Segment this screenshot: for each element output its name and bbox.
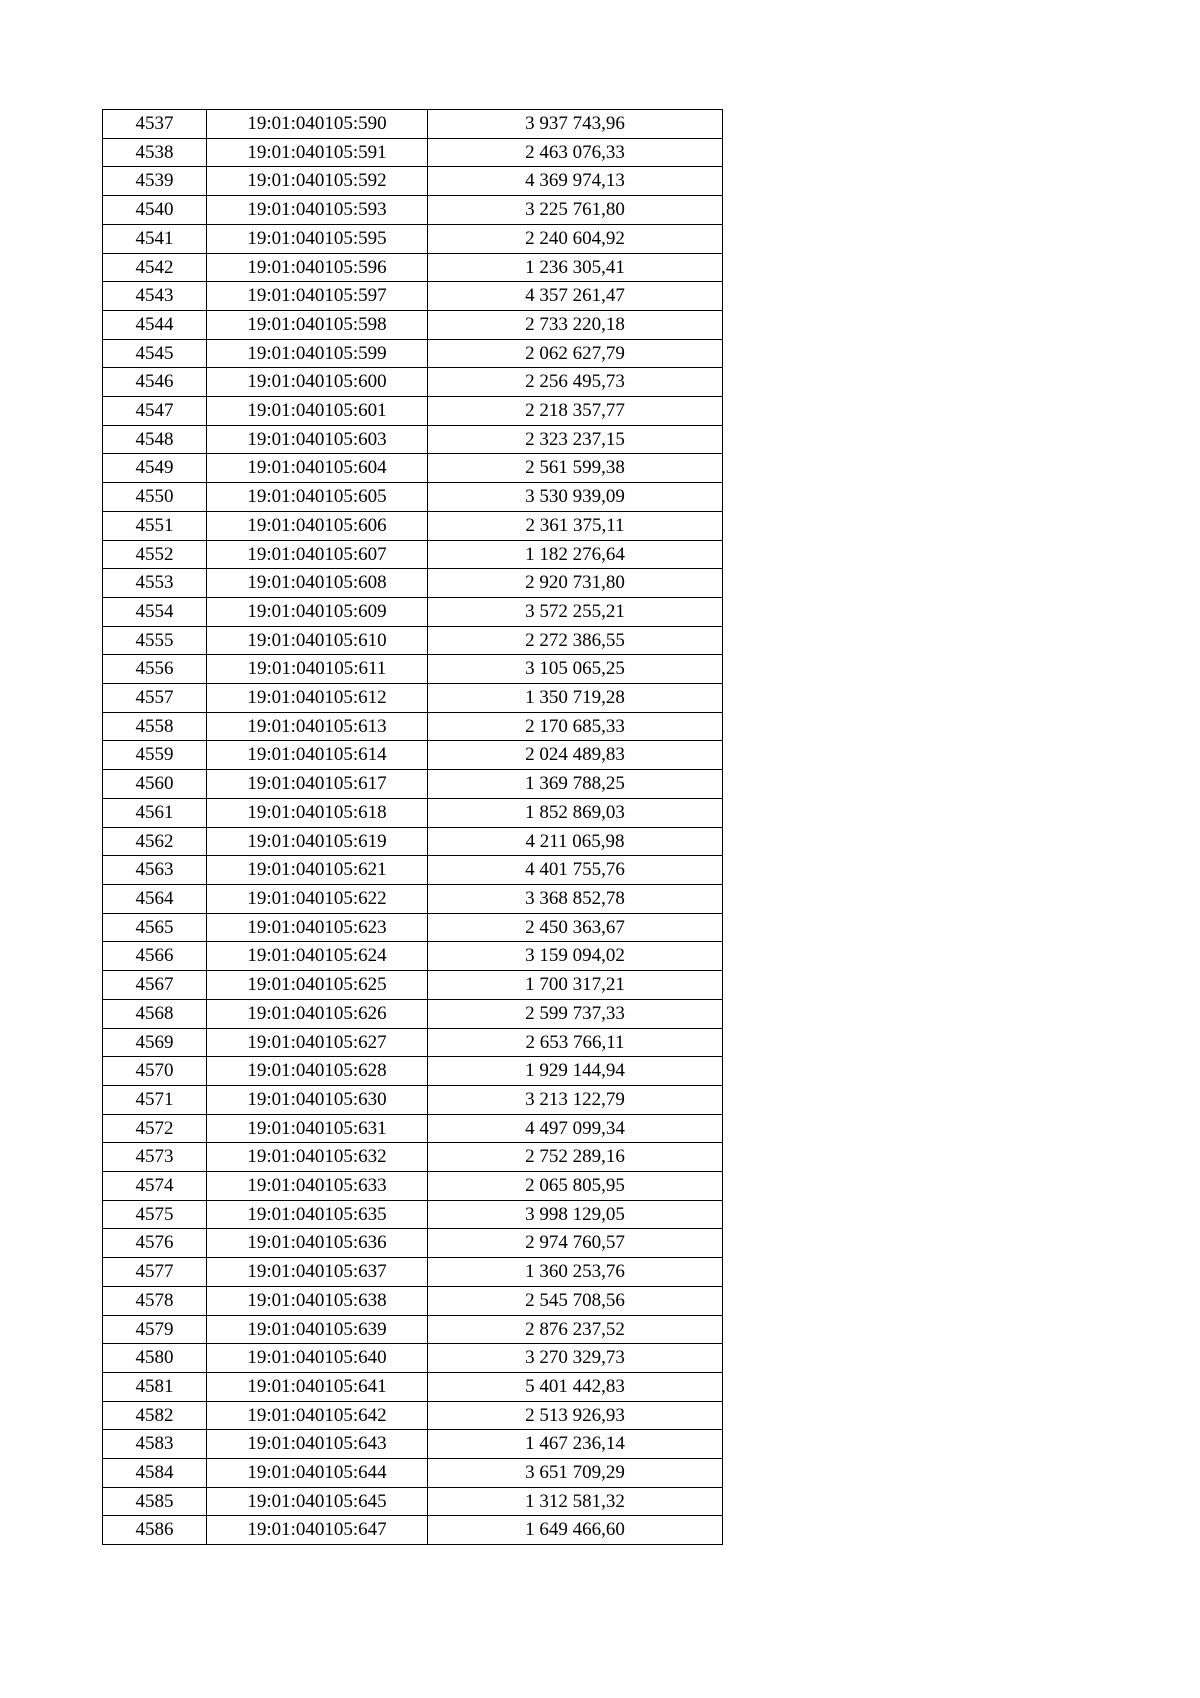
row-number-cell: 4542 (103, 253, 207, 282)
table-body (103, 110, 723, 1545)
cadastral-number-cell: 19:01:040105:596 (207, 253, 428, 282)
table-row (103, 1200, 723, 1229)
value-cell: 2 876 237,52 (428, 1315, 723, 1344)
table-row (103, 1372, 723, 1401)
row-number-cell: 4579 (103, 1315, 207, 1344)
row-number-cell: 4565 (103, 913, 207, 942)
cadastral-number-cell: 19:01:040105:637 (207, 1258, 428, 1287)
table-row (103, 1344, 723, 1373)
row-number-cell: 4554 (103, 597, 207, 626)
row-number-cell: 4583 (103, 1430, 207, 1459)
value-cell: 2 450 363,67 (428, 913, 723, 942)
value-cell: 2 545 708,56 (428, 1286, 723, 1315)
cadastral-number-cell: 19:01:040105:643 (207, 1430, 428, 1459)
row-number-cell: 4564 (103, 884, 207, 913)
value-cell: 4 211 065,98 (428, 827, 723, 856)
table-row (103, 110, 723, 139)
cadastral-number-cell: 19:01:040105:613 (207, 712, 428, 741)
cadastral-number-cell: 19:01:040105:606 (207, 511, 428, 540)
cadastral-number-cell: 19:01:040105:593 (207, 196, 428, 225)
table-row (103, 339, 723, 368)
table-row (103, 1516, 723, 1545)
cadastral-number-cell: 19:01:040105:621 (207, 856, 428, 885)
table-row (103, 310, 723, 339)
table-row (103, 1401, 723, 1430)
cadastral-number-cell: 19:01:040105:590 (207, 110, 428, 139)
cadastral-number-cell: 19:01:040105:598 (207, 310, 428, 339)
row-number-cell: 4546 (103, 368, 207, 397)
row-number-cell: 4567 (103, 971, 207, 1000)
table-row (103, 913, 723, 942)
row-number-cell: 4573 (103, 1143, 207, 1172)
table-row (103, 942, 723, 971)
table-row (103, 1258, 723, 1287)
table-row (103, 1172, 723, 1201)
cadastral-number-cell: 19:01:040105:607 (207, 540, 428, 569)
table-row (103, 655, 723, 684)
row-number-cell: 4545 (103, 339, 207, 368)
table-row (103, 856, 723, 885)
table-row (103, 626, 723, 655)
row-number-cell: 4582 (103, 1401, 207, 1430)
row-number-cell: 4569 (103, 1028, 207, 1057)
row-number-cell: 4553 (103, 569, 207, 598)
value-cell: 2 361 375,11 (428, 511, 723, 540)
row-number-cell: 4562 (103, 827, 207, 856)
value-cell: 2 653 766,11 (428, 1028, 723, 1057)
row-number-cell: 4558 (103, 712, 207, 741)
table-row (103, 253, 723, 282)
value-cell: 1 700 317,21 (428, 971, 723, 1000)
value-cell: 2 463 076,33 (428, 138, 723, 167)
cadastral-number-cell: 19:01:040105:633 (207, 1172, 428, 1201)
table-row (103, 454, 723, 483)
row-number-cell: 4566 (103, 942, 207, 971)
row-number-cell: 4584 (103, 1459, 207, 1488)
row-number-cell: 4571 (103, 1085, 207, 1114)
table-row (103, 167, 723, 196)
row-number-cell: 4548 (103, 425, 207, 454)
row-number-cell: 4550 (103, 483, 207, 512)
value-cell: 3 651 709,29 (428, 1459, 723, 1488)
cadastral-number-cell: 19:01:040105:605 (207, 483, 428, 512)
row-number-cell: 4552 (103, 540, 207, 569)
cadastral-number-cell: 19:01:040105:614 (207, 741, 428, 770)
value-cell: 2 024 489,83 (428, 741, 723, 770)
row-number-cell: 4563 (103, 856, 207, 885)
value-cell: 1 649 466,60 (428, 1516, 723, 1545)
cadastral-number-cell: 19:01:040105:645 (207, 1487, 428, 1516)
cadastral-number-cell: 19:01:040105:600 (207, 368, 428, 397)
value-cell: 1 852 869,03 (428, 798, 723, 827)
cadastral-number-cell: 19:01:040105:639 (207, 1315, 428, 1344)
cadastral-number-cell: 19:01:040105:626 (207, 999, 428, 1028)
row-number-cell: 4556 (103, 655, 207, 684)
value-cell: 3 368 852,78 (428, 884, 723, 913)
table-row (103, 397, 723, 426)
value-cell: 2 240 604,92 (428, 224, 723, 253)
value-cell: 1 236 305,41 (428, 253, 723, 282)
table-row (103, 1114, 723, 1143)
cadastral-number-cell: 19:01:040105:591 (207, 138, 428, 167)
cadastral-number-cell: 19:01:040105:597 (207, 282, 428, 311)
table-row (103, 712, 723, 741)
cadastral-number-cell: 19:01:040105:592 (207, 167, 428, 196)
cadastral-number-cell: 19:01:040105:612 (207, 684, 428, 713)
table-row (103, 1430, 723, 1459)
cadastral-number-cell: 19:01:040105:636 (207, 1229, 428, 1258)
cadastral-number-cell: 19:01:040105:609 (207, 597, 428, 626)
value-cell: 1 369 788,25 (428, 770, 723, 799)
value-cell: 1 360 253,76 (428, 1258, 723, 1287)
value-cell: 3 213 122,79 (428, 1085, 723, 1114)
value-cell: 2 561 599,38 (428, 454, 723, 483)
table-row (103, 999, 723, 1028)
value-cell: 2 974 760,57 (428, 1229, 723, 1258)
row-number-cell: 4549 (103, 454, 207, 483)
table-row (103, 741, 723, 770)
row-number-cell: 4555 (103, 626, 207, 655)
table-row (103, 971, 723, 1000)
row-number-cell: 4537 (103, 110, 207, 139)
table-row (103, 1315, 723, 1344)
row-number-cell: 4568 (103, 999, 207, 1028)
cadastral-number-cell: 19:01:040105:632 (207, 1143, 428, 1172)
cadastral-number-cell: 19:01:040105:619 (207, 827, 428, 856)
table-row (103, 282, 723, 311)
cadastral-number-cell: 19:01:040105:628 (207, 1057, 428, 1086)
row-number-cell: 4557 (103, 684, 207, 713)
cadastral-number-cell: 19:01:040105:623 (207, 913, 428, 942)
cadastral-number-cell: 19:01:040105:604 (207, 454, 428, 483)
value-cell: 3 225 761,80 (428, 196, 723, 225)
row-number-cell: 4575 (103, 1200, 207, 1229)
table-row (103, 1459, 723, 1488)
row-number-cell: 4538 (103, 138, 207, 167)
cadastral-number-cell: 19:01:040105:624 (207, 942, 428, 971)
cadastral-number-cell: 19:01:040105:595 (207, 224, 428, 253)
row-number-cell: 4581 (103, 1372, 207, 1401)
value-cell: 1 467 236,14 (428, 1430, 723, 1459)
table-row (103, 770, 723, 799)
value-cell: 4 357 261,47 (428, 282, 723, 311)
cadastral-number-cell: 19:01:040105:647 (207, 1516, 428, 1545)
value-cell: 4 401 755,76 (428, 856, 723, 885)
cadastral-number-cell: 19:01:040105:622 (207, 884, 428, 913)
table-row (103, 1229, 723, 1258)
row-number-cell: 4561 (103, 798, 207, 827)
value-cell: 3 105 065,25 (428, 655, 723, 684)
row-number-cell: 4572 (103, 1114, 207, 1143)
table-row (103, 569, 723, 598)
row-number-cell: 4551 (103, 511, 207, 540)
value-cell: 1 182 276,64 (428, 540, 723, 569)
value-cell: 1 350 719,28 (428, 684, 723, 713)
table-row (103, 684, 723, 713)
value-cell: 3 937 743,96 (428, 110, 723, 139)
row-number-cell: 4585 (103, 1487, 207, 1516)
row-number-cell: 4543 (103, 282, 207, 311)
cadastral-number-cell: 19:01:040105:642 (207, 1401, 428, 1430)
value-cell: 2 170 685,33 (428, 712, 723, 741)
cadastral-number-cell: 19:01:040105:631 (207, 1114, 428, 1143)
value-cell: 3 530 939,09 (428, 483, 723, 512)
cadastral-number-cell: 19:01:040105:599 (207, 339, 428, 368)
value-cell: 2 256 495,73 (428, 368, 723, 397)
cadastral-number-cell: 19:01:040105:641 (207, 1372, 428, 1401)
row-number-cell: 4540 (103, 196, 207, 225)
row-number-cell: 4580 (103, 1344, 207, 1373)
row-number-cell: 4578 (103, 1286, 207, 1315)
value-cell: 3 270 329,73 (428, 1344, 723, 1373)
table-row (103, 138, 723, 167)
cadastral-number-cell: 19:01:040105:625 (207, 971, 428, 1000)
table-row (103, 196, 723, 225)
cadastral-number-cell: 19:01:040105:630 (207, 1085, 428, 1114)
value-cell: 1 929 144,94 (428, 1057, 723, 1086)
table-row (103, 1057, 723, 1086)
value-cell: 2 752 289,16 (428, 1143, 723, 1172)
value-cell: 4 497 099,34 (428, 1114, 723, 1143)
row-number-cell: 4539 (103, 167, 207, 196)
cadastral-number-cell: 19:01:040105:608 (207, 569, 428, 598)
cadastral-number-cell: 19:01:040105:638 (207, 1286, 428, 1315)
row-number-cell: 4560 (103, 770, 207, 799)
value-cell: 2 272 386,55 (428, 626, 723, 655)
value-cell: 2 513 926,93 (428, 1401, 723, 1430)
table-row (103, 597, 723, 626)
table-row (103, 1085, 723, 1114)
value-cell: 2 733 220,18 (428, 310, 723, 339)
cadastral-number-cell: 19:01:040105:644 (207, 1459, 428, 1488)
value-cell: 2 920 731,80 (428, 569, 723, 598)
cadastral-value-table (102, 109, 723, 1545)
cadastral-number-cell: 19:01:040105:640 (207, 1344, 428, 1373)
row-number-cell: 4541 (103, 224, 207, 253)
table-row (103, 511, 723, 540)
table-row (103, 1028, 723, 1057)
value-cell: 4 369 974,13 (428, 167, 723, 196)
table-row (103, 368, 723, 397)
cadastral-number-cell: 19:01:040105:601 (207, 397, 428, 426)
cadastral-number-cell: 19:01:040105:610 (207, 626, 428, 655)
value-cell: 3 998 129,05 (428, 1200, 723, 1229)
row-number-cell: 4574 (103, 1172, 207, 1201)
value-cell: 2 323 237,15 (428, 425, 723, 454)
row-number-cell: 4577 (103, 1258, 207, 1287)
value-cell: 2 062 627,79 (428, 339, 723, 368)
table-row (103, 425, 723, 454)
table-row (103, 224, 723, 253)
table-row (103, 1487, 723, 1516)
table-row (103, 1143, 723, 1172)
row-number-cell: 4559 (103, 741, 207, 770)
table-row (103, 827, 723, 856)
table-row (103, 798, 723, 827)
value-cell: 1 312 581,32 (428, 1487, 723, 1516)
value-cell: 2 065 805,95 (428, 1172, 723, 1201)
value-cell: 3 572 255,21 (428, 597, 723, 626)
row-number-cell: 4570 (103, 1057, 207, 1086)
cadastral-number-cell: 19:01:040105:617 (207, 770, 428, 799)
cadastral-number-cell: 19:01:040105:635 (207, 1200, 428, 1229)
row-number-cell: 4547 (103, 397, 207, 426)
table-row (103, 540, 723, 569)
table-row (103, 483, 723, 512)
cadastral-number-cell: 19:01:040105:611 (207, 655, 428, 684)
cadastral-number-cell: 19:01:040105:627 (207, 1028, 428, 1057)
cadastral-number-cell: 19:01:040105:618 (207, 798, 428, 827)
value-cell: 2 599 737,33 (428, 999, 723, 1028)
value-cell: 2 218 357,77 (428, 397, 723, 426)
row-number-cell: 4544 (103, 310, 207, 339)
table-row (103, 1286, 723, 1315)
row-number-cell: 4576 (103, 1229, 207, 1258)
row-number-cell: 4586 (103, 1516, 207, 1545)
value-cell: 5 401 442,83 (428, 1372, 723, 1401)
cadastral-number-cell: 19:01:040105:603 (207, 425, 428, 454)
value-cell: 3 159 094,02 (428, 942, 723, 971)
table-row (103, 884, 723, 913)
